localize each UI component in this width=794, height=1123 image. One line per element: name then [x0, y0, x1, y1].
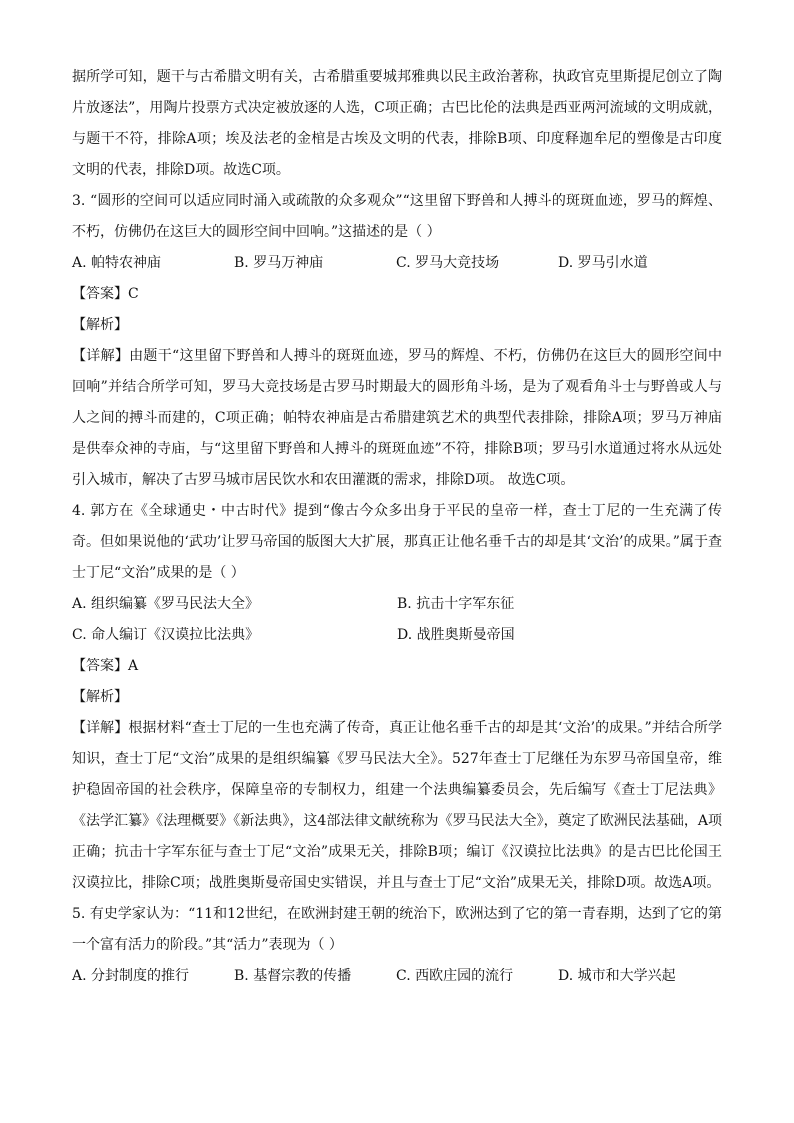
question-5-option-b: B. 基督宗教的传播: [234, 968, 352, 984]
question-4-option-a: A. 组织编纂《罗马民法大全》: [72, 596, 260, 612]
question-3-option-b: B. 罗马万神庙: [234, 255, 324, 271]
question-3-options: [72, 248, 722, 279]
question-4-options-row-1: [72, 589, 722, 620]
question-5-option-c: C. 西欧庄园的流行: [396, 968, 514, 984]
question-5-stem: 5. 有史学家认为：“11和12世纪，在欧洲封建王朝的统治下，欧洲达到了它的第一青春期，达到了它的第一个富有活力的阶段。”其“活力”表现为（ ）: [72, 906, 722, 953]
question-3-option-c: C. 罗马大竞技场: [396, 255, 500, 271]
question-3-detail: 【详解】由题干“这里留下野兽和人搏斗的斑斑血迹，罗马的辉煌、不朽，仿佛仍在这巨大的圆形空间中回响”并结合所学可知，罗马大竞技场是古罗马时期最大的圆形角斗场，是为了观看角斗士与野兽或人与人之间的搏斗而建的，C项正确；帕特农神庙是古希腊建筑艺术的典型代表排除，排除A项；罗马万神庙是供奉众神的寺庙，与“这里留下野兽和人搏斗的斑斑血迹”不符，排除B项；罗马引水道通过将水从远处引入城市，解决了古罗马城市居民饮水和农田灌溉的需求，排除D项。 故选C项。: [72, 348, 722, 488]
question-4-stem: 4. 郭方在《全球通史・中古时代》提到“像古今众多出身于平民的皇帝一样，查士丁尼的一生充满了传奇。但如果说他的‘武功’让罗马帝国的版图大大扩展，那真正让他名垂千古的却是其‘文治’的成果。”属于查士丁尼“文治”成果的是（ ）: [72, 503, 722, 581]
question-4-option-b: B. 抗击十字军东征: [397, 596, 515, 612]
question-3-option-a: A. 帕特农神庙: [72, 255, 162, 271]
question-4-detail: 【详解】根据材料“查士丁尼的一生也充满了传奇，真正让他名垂千古的却是其‘文治’的成果。”并结合所学知识，查士丁尼“文治”成果的是组织编纂《罗马民法大全》。527年查士丁尼继任为东罗马帝国皇帝，维护稳固帝国的社会秩序，保障皇帝的专制权力，组建一个法典编纂委员会，先后编写《查士丁尼法典》《法学汇纂》《法理概要》《新法典》，这4部法律文献统称为《罗马民法大全》，奠定了欧洲民法基础，A项正确；抗击十字军东征与查士丁尼“文治”成果无关，排除B项；编订《汉谟拉比法典》的是古巴比伦国王汉谟拉比，排除C项；战胜奥斯曼帝国史实错误，并且与查士丁尼“文治”成果无关，排除D项。故选A项。: [72, 720, 722, 891]
question-5-option-a: A. 分封制度的推行: [72, 968, 190, 984]
document-page: [72, 62, 722, 992]
question-3-option-d: D. 罗马引水道: [558, 255, 648, 271]
question-4-option-d: D. 战胜奥斯曼帝国: [397, 627, 515, 643]
question-4-options-row-2: [72, 620, 722, 651]
question-3-answer: 【答案】C: [72, 286, 139, 302]
question-4-option-c: C. 命人编订《汉谟拉比法典》: [72, 627, 260, 643]
question-3-analysis-label: 【解析】: [72, 317, 128, 333]
question-3-stem: 3. “圆形的空间可以适应同时涌入或疏散的众多观众”“这里留下野兽和人搏斗的斑斑血迹，罗马的辉煌、不朽，仿佛仍在这巨大的圆形空间中回响。”这描述的是（ ）: [72, 193, 722, 240]
question-5-option-d: D. 城市和大学兴起: [558, 968, 676, 984]
previous-analysis-paragraph: 据所学可知，题干与古希腊文明有关，古希腊重要城邦雅典以民主政治著称，执政官克里斯提尼创立了陶片放逐法”，用陶片投票方式决定被放逐的人选，C项正确；古巴比伦的法典是西亚两河流域的文明成就，与题干不符，排除A项；埃及法老的金棺是古埃及文明的代表，排除B项、印度释迦牟尼的塑像是古印度文明的代表，排除D项。故选C项。: [72, 69, 722, 178]
question-4-analysis-label: 【解析】: [72, 689, 128, 705]
question-5-options: [72, 961, 722, 992]
question-4-answer: 【答案】A: [72, 658, 139, 674]
